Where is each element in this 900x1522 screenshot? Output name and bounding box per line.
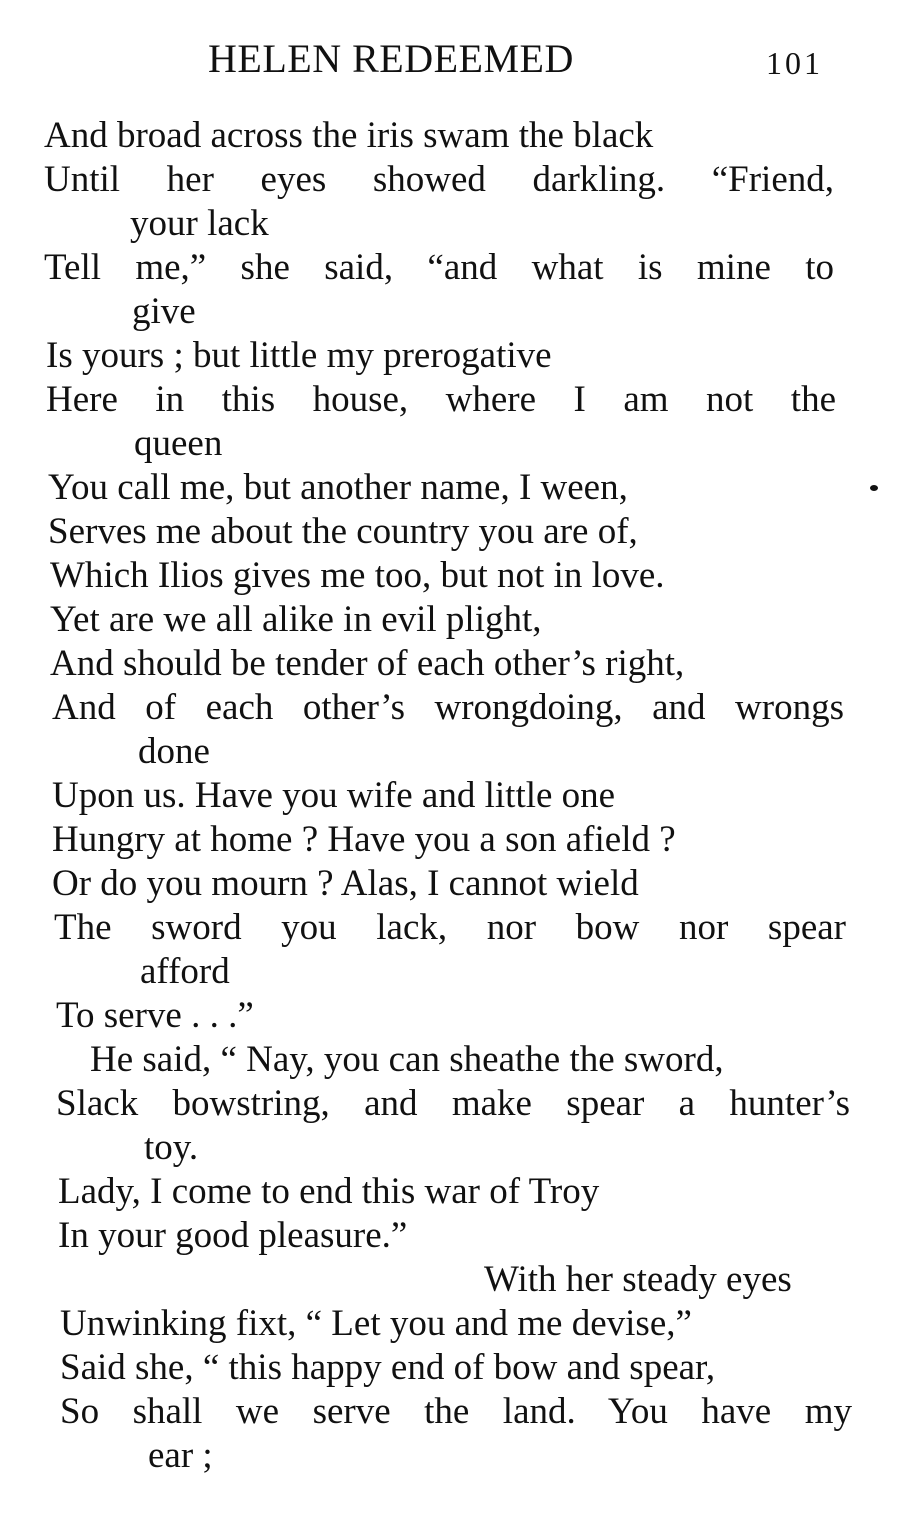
poem-line: To serve . . .” — [56, 995, 254, 1036]
poem-line-continuation: ear ; — [148, 1435, 213, 1476]
poem-line: Tell me,” she said, “and what is mine to — [44, 247, 834, 288]
poem-line: Slack bowstring, and make spear a hunter’s — [56, 1083, 850, 1124]
poem-line: Lady, I come to end this war of Troy — [58, 1171, 600, 1212]
poem-line-continuation: your lack — [130, 203, 269, 244]
poem-line: Yet are we all alike in evil plight, — [50, 599, 542, 640]
poem-line: Or do you mourn ? Alas, I cannot wield — [52, 863, 639, 904]
poem-line: You call me, but another name, I ween, — [48, 466, 808, 510]
poem-line: Serves me about the country you are of, — [48, 511, 638, 552]
running-head: HELEN REDEEMED — [208, 36, 574, 81]
poem-line-continuation: give — [132, 291, 196, 332]
poem-line: Here in this house, where I am not the — [46, 379, 836, 420]
poem-line: And should be tender of each other’s right, — [50, 643, 685, 684]
poem-line: With her steady eyes — [484, 1259, 792, 1300]
poem-line: Until her eyes showed darkling. “Friend, — [44, 159, 834, 200]
page-number: 101 — [766, 45, 823, 81]
poem-line-continuation: done — [138, 731, 210, 772]
poem-line: He said, “ Nay, you can sheathe the sword, — [90, 1039, 724, 1080]
poem-line: So shall we serve the land. You have my — [60, 1391, 852, 1432]
poem-text — [0, 114, 900, 1478]
poem-line: Hungry at home ? Have you a son afield ? — [52, 819, 676, 860]
page-header — [0, 34, 900, 84]
poem-line-continuation: afford — [140, 951, 230, 992]
poem-line: And of each other’s wrongdoing, and wrongs — [52, 687, 844, 728]
poem-line: Which Ilios gives me too, but not in love. — [50, 555, 665, 596]
poem-line: Upon us. Have you wife and little one — [52, 775, 616, 816]
poem-line-continuation: queen — [134, 423, 223, 464]
poem-line: And broad across the iris swam the black — [44, 115, 654, 156]
poem-line: Said she, “ this happy end of bow and spear, — [60, 1347, 716, 1388]
poem-line-continuation: toy. — [144, 1127, 199, 1168]
poem-line: Is yours ; but little my prerogative — [46, 335, 552, 376]
poem-line: The sword you lack, nor bow nor spear — [54, 907, 846, 948]
poem-line: Unwinking fixt, “ Let you and me devise,” — [60, 1303, 692, 1344]
poem-line: In your good pleasure.” — [58, 1215, 408, 1256]
